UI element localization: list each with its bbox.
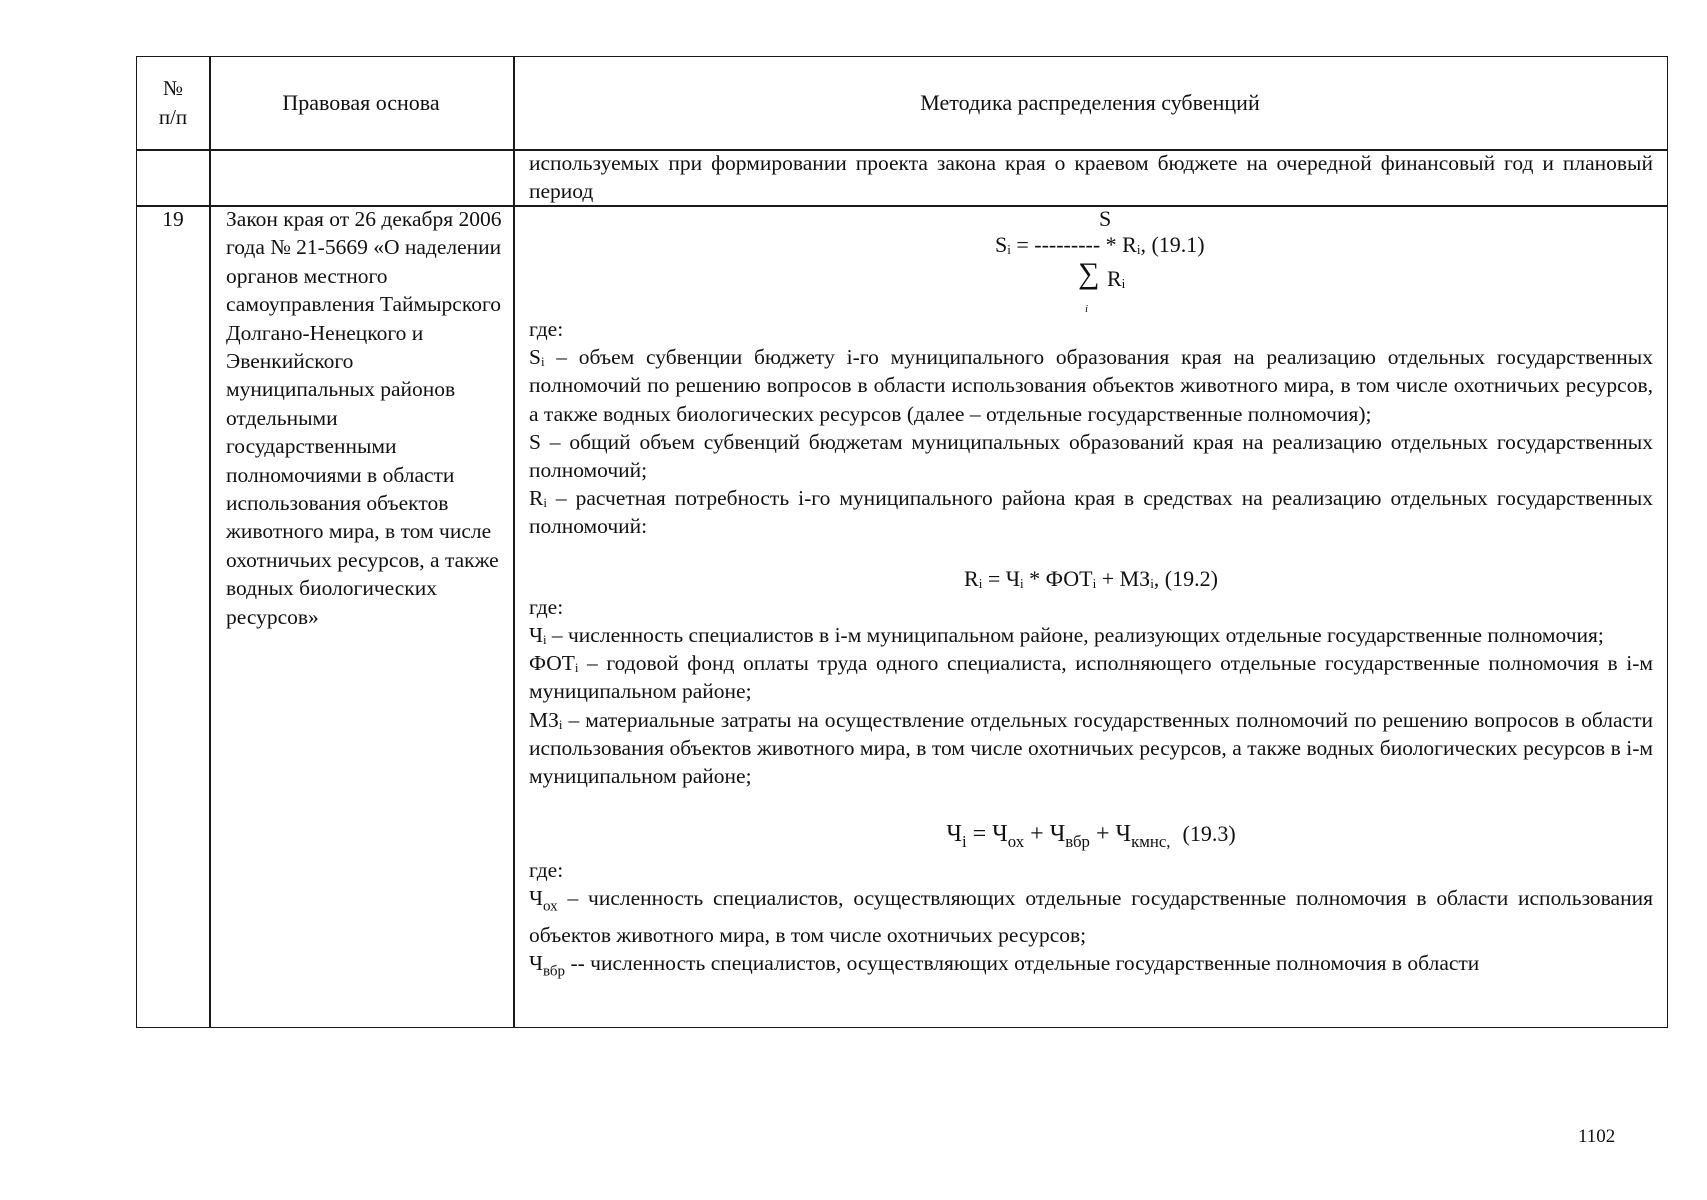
formula-19-3: $Ч_i = Ч_{ох} + Ч_{вбр} + Ч_{кмнс,}$ (19.3) (946, 821, 1236, 852)
formula-numerator: S (1099, 206, 1112, 231)
formula-19-1 (529, 205, 1653, 315)
definition-s: S – общий объем субвенций бюджетам муниципальных образований края на реализацию отдельных государственных полномочий; (529, 429, 1653, 483)
continuation-text: используемых при формировании проекта закона края о краевом бюджете на очередной финансовый год и плановый период (529, 151, 1653, 203)
definition-fot: ФОТᵢ – годовой фонд оплаты труда одного специалиста, исполняющего отдельные государственные полномочия в i-м муниципальном районе; (529, 651, 1653, 704)
definition-mz: МЗᵢ – материальные затраты на осуществление отдельных государственных полномочий по решению вопросов в области использования объектов животного мира, в том числе охотничьих ресурсов, а также водных биологических ресурсов в i-м муниципальном районе; (529, 707, 1653, 789)
definition-ri: Rᵢ – расчетная потребность i-го муниципального района края в средствах на реализацию отдельных государственных полномочий: (529, 486, 1653, 539)
sum-index: i (1085, 303, 1089, 315)
definition-chi: Чᵢ – численность специалистов в i-м муниципальном районе, реализующих отдельные государственные полномочия; (529, 623, 1604, 648)
header-number-symbol: № (162, 76, 184, 100)
header-number (137, 57, 209, 149)
where-label: где: (529, 858, 564, 883)
formula-19-2: Rᵢ = Чᵢ * ФОТᵢ + МЗᵢ, (19.2) (964, 565, 1218, 591)
subsidy-table (136, 56, 1668, 1028)
method-cell (529, 205, 1653, 986)
header-law-basis: Правовая основа (282, 90, 440, 115)
formula-lhs: Sᵢ = --------- * Rᵢ, (19.1) (995, 232, 1205, 257)
row-number: 19 (162, 207, 184, 231)
header-number-abbr: п/п (158, 105, 188, 129)
sum-term: Rᵢ (1107, 266, 1126, 291)
sum-symbol: ∑ (1078, 257, 1100, 290)
definition-chvbr: $Ч_{вбр}$ -- численность специалистов, осуществляющих отдельные государственные полномочия в области (529, 951, 1480, 980)
where-label: где: (529, 317, 564, 341)
header-method: Методика распределения субвенций (920, 90, 1260, 115)
definition-choh: $Ч_{ох}$ – численность специалистов, осуществляющих отдельные государственные полномочия в области использования объектов животного мира, в том числе охотничьих ресурсов; (529, 886, 1653, 947)
definition-si: Sᵢ – объем субвенции бюджету i-го муниципального образования края на реализацию отдельных государственных полномочий по решению вопросов в области использования объектов животного мира, в том числе охотничьих ресурсов, а также водных биологических ресурсов (далее – отдельные государственные полномочия); (529, 345, 1653, 426)
law-basis-text: Закон края от 26 декабря 2006 года № 21-5669 «О наделении органов местного самоуправления Таймырского Долгано-Ненецкого и Эвенкийского муниципальных районов отдельными государственными полномочиями в области использования объектов животного мира, в том числе охотничьих ресурсов, а также водных биологических ресурсов» (226, 207, 502, 629)
page-number: 1102 (1578, 1126, 1616, 1147)
where-label: где: (529, 594, 564, 619)
